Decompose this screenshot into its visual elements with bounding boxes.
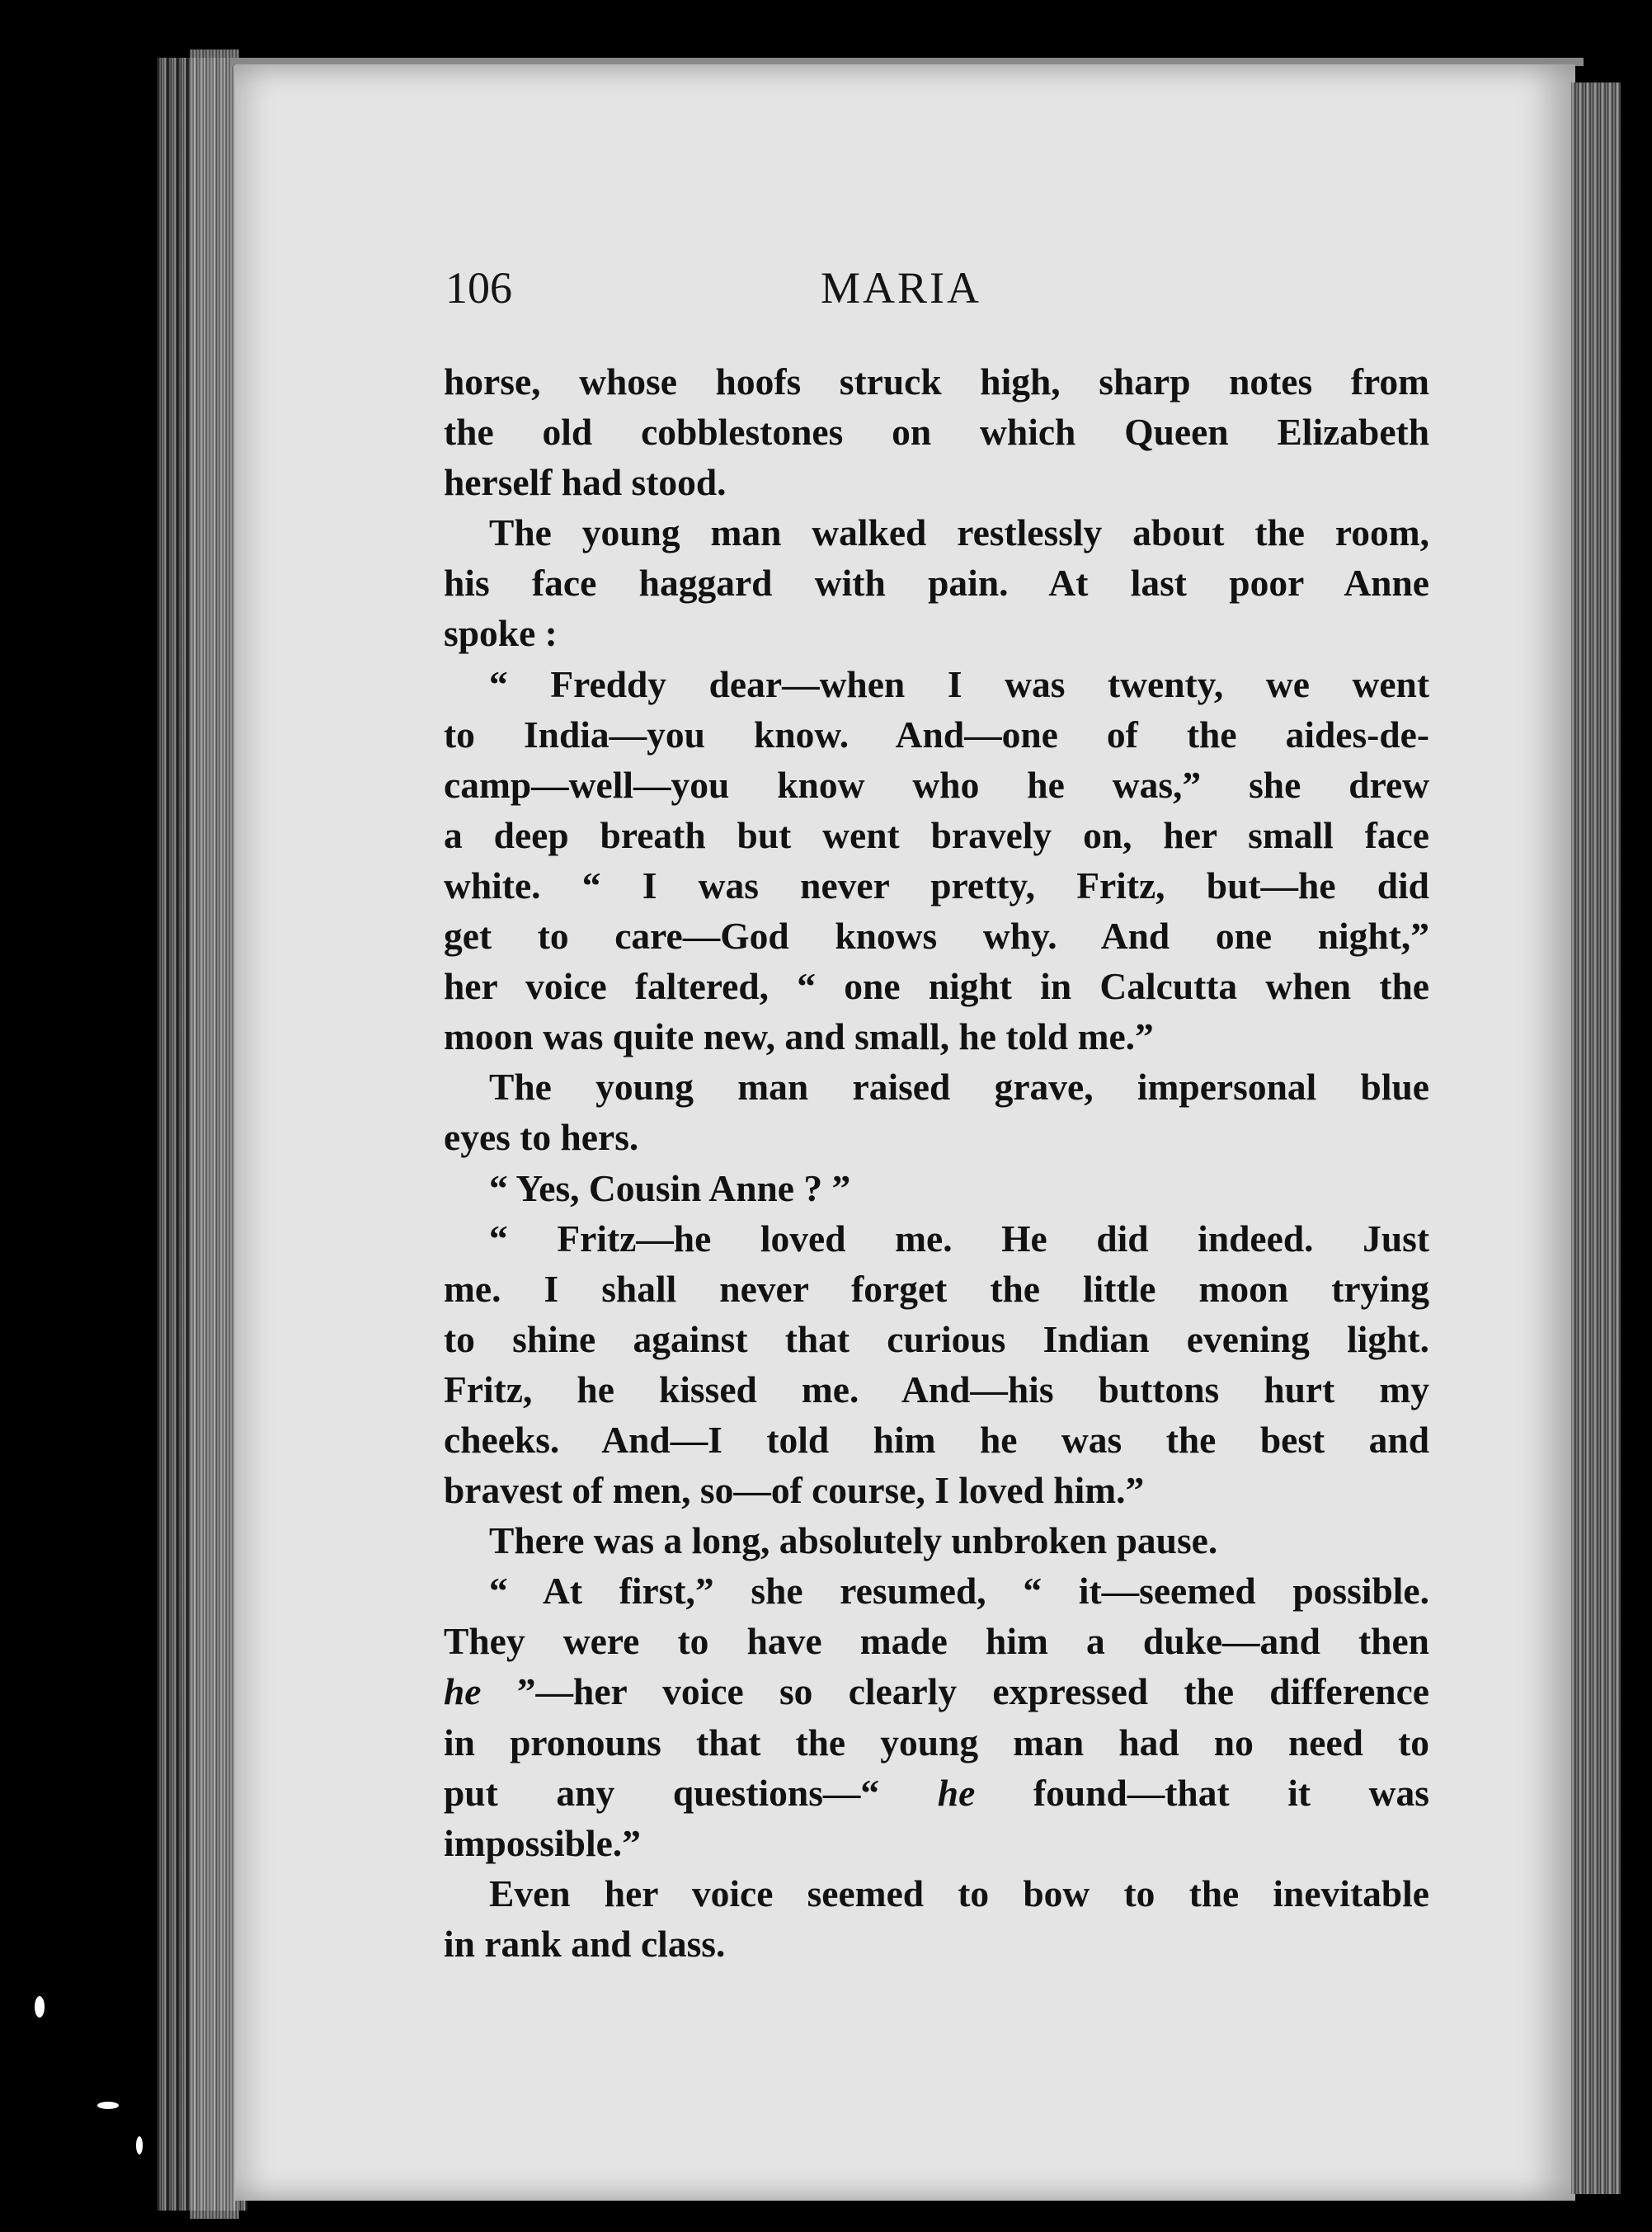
text-line: camp—well—you know who he was,” she drew xyxy=(444,763,1429,806)
running-title: MARIA xyxy=(821,263,982,313)
text-line: herself had stood. xyxy=(444,461,727,504)
text-line: cheeks. And—I told him he was the best and xyxy=(444,1418,1429,1461)
text-line: the old cobblestones on which Queen Elizabeth xyxy=(444,411,1429,454)
text-line: The young man raised grave, impersonal blue xyxy=(489,1066,1429,1109)
text-line xyxy=(444,1768,1429,1818)
text-line: bravest of men, so—of course, I loved him.” xyxy=(444,1469,1145,1512)
text-line: his face haggard with pain. At last poor Anne xyxy=(444,562,1429,605)
text-line: her voice faltered, “ one night in Calcutta when the xyxy=(444,965,1429,1008)
text-line: to India—you know. And—one of the aides-de- xyxy=(444,713,1429,756)
text-fragment: he xyxy=(444,1670,482,1713)
text-line: “ Freddy dear—when I was twenty, we went xyxy=(489,662,1429,705)
text-line: impossible.” xyxy=(444,1821,641,1864)
text-line: “ At first,” she resumed, “ it—seemed possible. xyxy=(489,1570,1429,1613)
text-line: There was a long, absolutely unbroken pause. xyxy=(489,1519,1218,1562)
text-line: Even her voice seemed to bow to the inevitable xyxy=(489,1872,1429,1914)
body-text xyxy=(444,356,1429,1969)
text-fragment: ”—her voice so clearly expressed the difference xyxy=(481,1670,1429,1713)
text-fragment: found—that it was xyxy=(975,1771,1429,1814)
text-line: me. I shall never forget the little moon trying xyxy=(444,1267,1429,1310)
text-line: horse, whose hoofs struck high, sharp notes from xyxy=(444,360,1429,403)
dust-speck xyxy=(136,2136,143,2154)
dust-speck xyxy=(35,1996,45,2018)
text-line xyxy=(444,1666,1429,1716)
page-number: 106 xyxy=(445,263,512,313)
text-line: They were to have made him a duke—and then xyxy=(444,1620,1429,1663)
text-line: moon was quite new, and small, he told me.” xyxy=(444,1015,1154,1058)
page-stack-edge-highlight xyxy=(190,49,239,2219)
page-header xyxy=(445,262,1435,320)
text-line: to shine against that curious Indian evening light. xyxy=(444,1317,1429,1360)
text-fragment: he xyxy=(937,1771,976,1814)
text-line: “ Fritz—he loved me. He did indeed. Just xyxy=(489,1217,1429,1260)
text-line: Fritz, he kissed me. And—his buttons hurt my xyxy=(444,1368,1429,1410)
text-line: a deep breath but went bravely on, her small face xyxy=(444,813,1429,856)
text-line: white. “ I was never pretty, Fritz, but—he did xyxy=(444,864,1429,906)
text-line: The young man walked restlessly about the room, xyxy=(489,511,1429,554)
text-line: eyes to hers. xyxy=(444,1116,639,1159)
text-line: “ Yes, Cousin Anne ? ” xyxy=(489,1166,851,1209)
text-line: in rank and class. xyxy=(444,1922,726,1965)
page-right-edge xyxy=(1571,82,1621,2194)
dust-speck xyxy=(97,2102,119,2109)
text-line: get to care—God knows why. And one night,” xyxy=(444,915,1429,958)
text-line: in pronouns that the young man had no need to xyxy=(444,1721,1429,1763)
text-fragment: put any questions—“ xyxy=(444,1771,938,1814)
text-line: spoke : xyxy=(444,612,558,655)
